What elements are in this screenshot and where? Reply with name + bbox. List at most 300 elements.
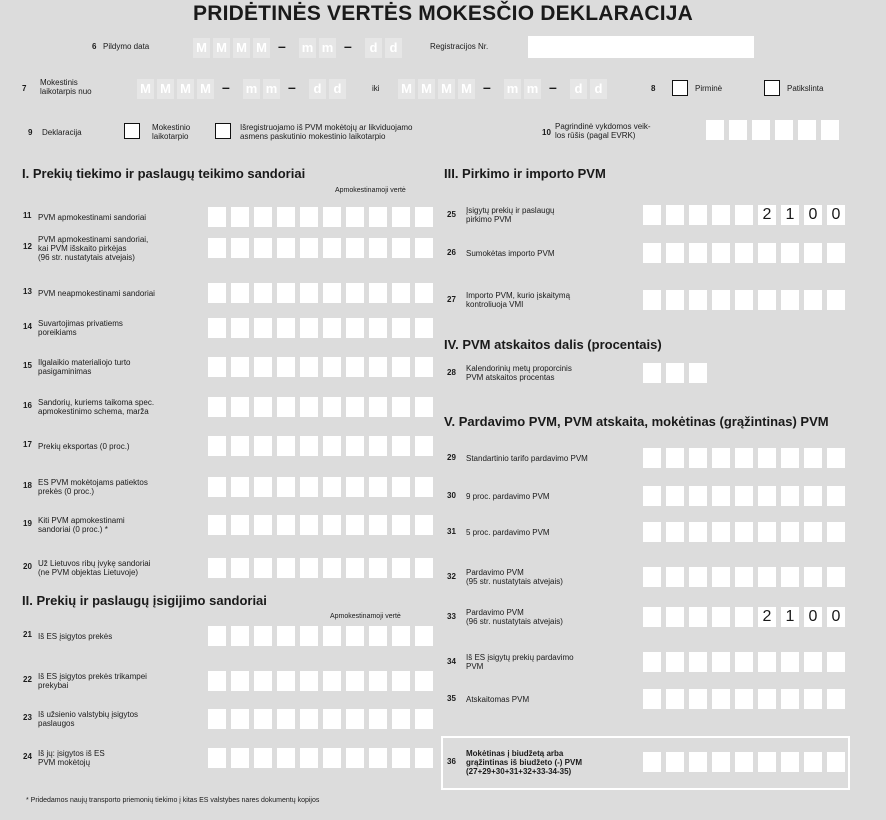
field-15-label: Ilgalaikio materialiojo turto pasigaminimas	[38, 358, 131, 376]
field-35-digit-box[interactable]	[689, 689, 707, 709]
field-13-digit-box[interactable]	[323, 283, 341, 303]
field-11-digit-box[interactable]	[415, 207, 433, 227]
field-35-digit-box[interactable]	[735, 689, 753, 709]
fill-date-box-4[interactable]: m	[299, 38, 316, 58]
field-27-digit-box[interactable]	[804, 290, 822, 310]
field-22-digit-box[interactable]	[415, 671, 433, 691]
field-18-digit-box[interactable]	[369, 477, 387, 497]
field-23-digit-box[interactable]	[392, 709, 410, 729]
field-36-digit-box[interactable]	[643, 752, 661, 772]
field-26-digit-box[interactable]	[712, 243, 730, 263]
field-33-digit-box[interactable]: 0	[827, 607, 845, 627]
field-15-digit-box[interactable]	[346, 357, 364, 377]
field-24-digit-box[interactable]	[392, 748, 410, 768]
field-29-digit-box[interactable]	[781, 448, 799, 468]
field-32-digit-box[interactable]	[781, 567, 799, 587]
field-15-digit-box[interactable]	[300, 357, 318, 377]
field-20-digit-box[interactable]	[208, 558, 226, 578]
field-30-digit-box[interactable]	[689, 486, 707, 506]
field-19-digit-box[interactable]	[254, 515, 272, 535]
field-11-digit-box[interactable]	[254, 207, 272, 227]
field-15-digit-box[interactable]	[369, 357, 387, 377]
field-33-digit-box[interactable]: 0	[804, 607, 822, 627]
field-34-digit-box[interactable]	[758, 652, 776, 672]
field-18-digit-box[interactable]	[277, 477, 295, 497]
field-14-digit-box[interactable]	[277, 318, 295, 338]
field-16-digit-box[interactable]	[231, 397, 249, 417]
period-from-dash: –	[288, 79, 296, 95]
field-25-digit-box[interactable]	[689, 205, 707, 225]
declaration-label: Deklaracija	[42, 128, 82, 137]
field-36-digit-box[interactable]	[758, 752, 776, 772]
field-21-digit-box[interactable]	[323, 626, 341, 646]
field-15-digit-box[interactable]	[254, 357, 272, 377]
field-30-digit-box[interactable]	[781, 486, 799, 506]
field-22-digit-box[interactable]	[323, 671, 341, 691]
field-23-digit-box[interactable]	[300, 709, 318, 729]
field-33-digit-box[interactable]	[712, 607, 730, 627]
field-25-digit-box[interactable]: 0	[804, 205, 822, 225]
field-12-digit-box[interactable]	[369, 238, 387, 258]
field-19-digit-box[interactable]	[208, 515, 226, 535]
field-31-digit-box[interactable]	[804, 522, 822, 542]
field-12-digit-box[interactable]	[346, 238, 364, 258]
field-34-digit-box[interactable]	[781, 652, 799, 672]
field-11-digit-box[interactable]	[231, 207, 249, 227]
field-36-digit-box[interactable]	[804, 752, 822, 772]
field-36-digit-box[interactable]	[735, 752, 753, 772]
period-to-box-4[interactable]: m	[504, 79, 521, 99]
field-30-digit-box[interactable]	[666, 486, 684, 506]
field-16-digit-box[interactable]	[277, 397, 295, 417]
field-17-digit-box[interactable]	[254, 436, 272, 456]
field-13-digit-box[interactable]	[277, 283, 295, 303]
field-31-digit-box[interactable]	[735, 522, 753, 542]
field-16-digit-box[interactable]	[323, 397, 341, 417]
field-24-digit-box[interactable]	[346, 748, 364, 768]
field-32-digit-box[interactable]	[827, 567, 845, 587]
activity-code-box[interactable]	[706, 120, 724, 140]
period-to-label: iki	[372, 84, 380, 93]
field-13-digit-box[interactable]	[369, 283, 387, 303]
field-27-digit-box[interactable]	[758, 290, 776, 310]
field-25-digit-box[interactable]	[712, 205, 730, 225]
field-24-digit-box[interactable]	[369, 748, 387, 768]
field-23-digit-box[interactable]	[369, 709, 387, 729]
field-15-digit-box[interactable]	[208, 357, 226, 377]
field-32-digit-box[interactable]	[689, 567, 707, 587]
tax-period-checkbox[interactable]	[124, 123, 140, 139]
field-22-digit-box[interactable]	[300, 671, 318, 691]
footnote: * Pridedamos naujų transporto priemonių tiekimo į kitas ES valstybes nares dokumentų kopijos	[26, 797, 320, 804]
field-32-digit-box[interactable]	[712, 567, 730, 587]
field-31-digit-box[interactable]	[781, 522, 799, 542]
field-31-digit-box[interactable]	[689, 522, 707, 542]
field-33-digit-box[interactable]: 2	[758, 607, 776, 627]
field-19-digit-box[interactable]	[323, 515, 341, 535]
fill-date-box-7[interactable]: d	[385, 38, 402, 58]
field-33-digit-box[interactable]	[666, 607, 684, 627]
field-17-digit-box[interactable]	[277, 436, 295, 456]
field-12-digit-box[interactable]	[415, 238, 433, 258]
field-14-digit-box[interactable]	[346, 318, 364, 338]
field-21-digit-box[interactable]	[277, 626, 295, 646]
field-21-digit-box[interactable]	[415, 626, 433, 646]
period-from-box-5[interactable]: m	[263, 79, 280, 99]
field-19-digit-box[interactable]	[231, 515, 249, 535]
field-12-digit-box[interactable]	[231, 238, 249, 258]
field-27-digit-box[interactable]	[689, 290, 707, 310]
field-28-digit-box[interactable]	[643, 363, 661, 383]
field-11-digit-box[interactable]	[346, 207, 364, 227]
activity-code-box[interactable]	[775, 120, 793, 140]
activity-code-box[interactable]	[752, 120, 770, 140]
field-18-digit-box[interactable]	[231, 477, 249, 497]
field-33-digit-box[interactable]: 1	[781, 607, 799, 627]
field-31-digit-box[interactable]	[666, 522, 684, 542]
field-26-digit-box[interactable]	[643, 243, 661, 263]
field-21-digit-box[interactable]	[254, 626, 272, 646]
field-36-digit-box[interactable]	[666, 752, 684, 772]
field-22-digit-box[interactable]	[392, 671, 410, 691]
field-17-digit-box[interactable]	[369, 436, 387, 456]
field-26-digit-box[interactable]	[827, 243, 845, 263]
field-22-digit-box[interactable]	[277, 671, 295, 691]
field-29-digit-box[interactable]	[689, 448, 707, 468]
field-11-digit-box[interactable]	[300, 207, 318, 227]
field-34-digit-box[interactable]	[666, 652, 684, 672]
field-11-label: PVM apmokestinami sandoriai	[38, 212, 147, 222]
field-17-digit-box[interactable]	[208, 436, 226, 456]
field-22-digit-box[interactable]	[208, 671, 226, 691]
field-num-29: 29	[447, 453, 456, 462]
field-23-digit-box[interactable]	[277, 709, 295, 729]
field-num-18: 18	[23, 481, 32, 490]
field-13-digit-box[interactable]	[208, 283, 226, 303]
field-27-digit-box[interactable]	[781, 290, 799, 310]
field-29-digit-box[interactable]	[804, 448, 822, 468]
field-22-digit-box[interactable]	[254, 671, 272, 691]
field-35-digit-box[interactable]	[804, 689, 822, 709]
field-29-digit-box[interactable]	[758, 448, 776, 468]
period-from-box-2[interactable]: M	[177, 79, 194, 99]
period-to-box-3[interactable]: M	[458, 79, 475, 99]
field-34-digit-box[interactable]	[827, 652, 845, 672]
field-20-digit-box[interactable]	[369, 558, 387, 578]
field-23-digit-box[interactable]	[323, 709, 341, 729]
period-from-box-0[interactable]: M	[137, 79, 154, 99]
field-13-label: PVM neapmokestinami sandoriai	[38, 288, 155, 298]
field-30-digit-box[interactable]	[804, 486, 822, 506]
field-14-digit-box[interactable]	[415, 318, 433, 338]
field-19-digit-box[interactable]	[300, 515, 318, 535]
fill-date-box-2[interactable]: M	[233, 38, 250, 58]
field-32-digit-box[interactable]	[758, 567, 776, 587]
field-35-digit-box[interactable]	[712, 689, 730, 709]
corrected-checkbox[interactable]	[764, 80, 780, 96]
registration-label: Registracijos Nr.	[430, 42, 489, 51]
field-36-digit-box[interactable]	[689, 752, 707, 772]
field-25-digit-box[interactable]	[666, 205, 684, 225]
period-to-box-7[interactable]: d	[590, 79, 607, 99]
field-22-digit-box[interactable]	[369, 671, 387, 691]
field-num-11: 11	[23, 211, 32, 220]
field-29-digit-box[interactable]	[827, 448, 845, 468]
field-29-digit-box[interactable]	[735, 448, 753, 468]
period-to-box-5[interactable]: m	[524, 79, 541, 99]
field-32-digit-box[interactable]	[643, 567, 661, 587]
field-21-digit-box[interactable]	[392, 626, 410, 646]
field-14-digit-box[interactable]	[392, 318, 410, 338]
field-num-34: 34	[447, 657, 456, 666]
field-15-digit-box[interactable]	[323, 357, 341, 377]
field-32-digit-box[interactable]	[735, 567, 753, 587]
primary-checkbox[interactable]	[672, 80, 688, 96]
field-21-digit-box[interactable]	[346, 626, 364, 646]
field-33-digit-box[interactable]	[735, 607, 753, 627]
field-26-digit-box[interactable]	[735, 243, 753, 263]
period-from-label: Mokestinis laikotarpis nuo	[40, 78, 92, 96]
field-11-digit-box[interactable]	[369, 207, 387, 227]
field-25-digit-box[interactable]: 0	[827, 205, 845, 225]
field-25-digit-box[interactable]: 2	[758, 205, 776, 225]
field-16-digit-box[interactable]	[300, 397, 318, 417]
field-24-digit-box[interactable]	[415, 748, 433, 768]
field-14-digit-box[interactable]	[231, 318, 249, 338]
field-17-digit-box[interactable]	[231, 436, 249, 456]
field-23-digit-box[interactable]	[231, 709, 249, 729]
field-20-digit-box[interactable]	[277, 558, 295, 578]
field-11-digit-box[interactable]	[323, 207, 341, 227]
field-11-digit-box[interactable]	[208, 207, 226, 227]
fill-date-box-1[interactable]: M	[213, 38, 230, 58]
field-12-digit-box[interactable]	[300, 238, 318, 258]
field-17-digit-box[interactable]	[346, 436, 364, 456]
field-24-digit-box[interactable]	[254, 748, 272, 768]
field-25-digit-box[interactable]	[643, 205, 661, 225]
field-12-digit-box[interactable]	[254, 238, 272, 258]
field-19-digit-box[interactable]	[369, 515, 387, 535]
field-23-digit-box[interactable]	[208, 709, 226, 729]
field-16-digit-box[interactable]	[415, 397, 433, 417]
field-26-digit-box[interactable]	[666, 243, 684, 263]
field-24-digit-box[interactable]	[323, 748, 341, 768]
field-35-digit-box[interactable]	[758, 689, 776, 709]
field-11-digit-box[interactable]	[392, 207, 410, 227]
field-35-digit-box[interactable]	[781, 689, 799, 709]
field-18-digit-box[interactable]	[392, 477, 410, 497]
field-16-digit-box[interactable]	[346, 397, 364, 417]
field-34-digit-box[interactable]	[804, 652, 822, 672]
field-18-digit-box[interactable]	[254, 477, 272, 497]
field-num-23: 23	[23, 713, 32, 722]
field-33-digit-box[interactable]	[689, 607, 707, 627]
activity-code-box[interactable]	[729, 120, 747, 140]
field-34-digit-box[interactable]	[712, 652, 730, 672]
field-27-digit-box[interactable]	[827, 290, 845, 310]
page-title: PRIDĖTINĖS VERTĖS MOKESČIO DEKLARACIJA	[193, 2, 693, 25]
field-13-digit-box[interactable]	[346, 283, 364, 303]
field-16-digit-box[interactable]	[392, 397, 410, 417]
field-17-digit-box[interactable]	[323, 436, 341, 456]
field-17-digit-box[interactable]	[415, 436, 433, 456]
field-21-digit-box[interactable]	[300, 626, 318, 646]
field-34-digit-box[interactable]	[643, 652, 661, 672]
fill-date-box-5[interactable]: m	[319, 38, 336, 58]
field-20-digit-box[interactable]	[346, 558, 364, 578]
field-16-digit-box[interactable]	[208, 397, 226, 417]
field-20-digit-box[interactable]	[323, 558, 341, 578]
field-23-digit-box[interactable]	[346, 709, 364, 729]
field-27-digit-box[interactable]	[643, 290, 661, 310]
period-from-box-4[interactable]: m	[243, 79, 260, 99]
field-19-digit-box[interactable]	[392, 515, 410, 535]
field-18-digit-box[interactable]	[346, 477, 364, 497]
field-20-digit-box[interactable]	[392, 558, 410, 578]
field-14-digit-box[interactable]	[208, 318, 226, 338]
field-13-digit-box[interactable]	[415, 283, 433, 303]
activity-code-box[interactable]	[821, 120, 839, 140]
field-35-digit-box[interactable]	[666, 689, 684, 709]
field-13-digit-box[interactable]	[231, 283, 249, 303]
field-26-digit-box[interactable]	[804, 243, 822, 263]
field-28-digit-box[interactable]	[689, 363, 707, 383]
field-13-digit-box[interactable]	[300, 283, 318, 303]
field-25-digit-box[interactable]: 1	[781, 205, 799, 225]
field-num-27: 27	[447, 295, 456, 304]
activity-code-box[interactable]	[798, 120, 816, 140]
field-29-digit-box[interactable]	[712, 448, 730, 468]
field-14-digit-box[interactable]	[254, 318, 272, 338]
field-23-digit-box[interactable]	[254, 709, 272, 729]
field-14-digit-box[interactable]	[323, 318, 341, 338]
field-15-digit-box[interactable]	[231, 357, 249, 377]
period-from-box-6[interactable]: d	[309, 79, 326, 99]
field-23-digit-box[interactable]	[415, 709, 433, 729]
field-19-label: Kiti PVM apmokestinami sandoriai (0 proc.) *	[38, 516, 125, 534]
field-35-digit-box[interactable]	[827, 689, 845, 709]
field-22-digit-box[interactable]	[231, 671, 249, 691]
field-27-digit-box[interactable]	[735, 290, 753, 310]
period-from-box-7[interactable]: d	[329, 79, 346, 99]
field-24-digit-box[interactable]	[277, 748, 295, 768]
field-num-24: 24	[23, 752, 32, 761]
field-20-digit-box[interactable]	[231, 558, 249, 578]
field-32-digit-box[interactable]	[804, 567, 822, 587]
field-34-digit-box[interactable]	[689, 652, 707, 672]
field-14-digit-box[interactable]	[369, 318, 387, 338]
field-18-digit-box[interactable]	[208, 477, 226, 497]
field-16-digit-box[interactable]	[254, 397, 272, 417]
registration-input[interactable]	[528, 36, 754, 58]
field-24-digit-box[interactable]	[231, 748, 249, 768]
field-29-digit-box[interactable]	[643, 448, 661, 468]
period-from-box-3[interactable]: M	[197, 79, 214, 99]
field-34-digit-box[interactable]	[735, 652, 753, 672]
fill-date-box-3[interactable]: M	[253, 38, 270, 58]
period-to-box-6[interactable]: d	[570, 79, 587, 99]
field-31-digit-box[interactable]	[712, 522, 730, 542]
deregistered-checkbox[interactable]	[215, 123, 231, 139]
field-18-digit-box[interactable]	[300, 477, 318, 497]
field-17-digit-box[interactable]	[300, 436, 318, 456]
field-12-digit-box[interactable]	[323, 238, 341, 258]
field-21-digit-box[interactable]	[369, 626, 387, 646]
field-31-digit-box[interactable]	[827, 522, 845, 542]
field-20-digit-box[interactable]	[300, 558, 318, 578]
field-26-digit-box[interactable]	[689, 243, 707, 263]
field-33-digit-box[interactable]	[643, 607, 661, 627]
field-28-digit-box[interactable]	[666, 363, 684, 383]
field-15-digit-box[interactable]	[392, 357, 410, 377]
field-27-digit-box[interactable]	[666, 290, 684, 310]
field-13-digit-box[interactable]	[392, 283, 410, 303]
period-to-box-2[interactable]: M	[438, 79, 455, 99]
field-20-digit-box[interactable]	[415, 558, 433, 578]
field-32-digit-box[interactable]	[666, 567, 684, 587]
field-12-digit-box[interactable]	[208, 238, 226, 258]
field-16-digit-box[interactable]	[369, 397, 387, 417]
field-30-digit-box[interactable]	[643, 486, 661, 506]
field-26-digit-box[interactable]	[781, 243, 799, 263]
period-to-box-0[interactable]: M	[398, 79, 415, 99]
field-31-digit-box[interactable]	[758, 522, 776, 542]
field-18-label: ES PVM mokėtojams patiektos prekės (0 proc.)	[38, 478, 148, 496]
field-24-digit-box[interactable]	[300, 748, 318, 768]
field-19-digit-box[interactable]	[415, 515, 433, 535]
field-35-digit-box[interactable]	[643, 689, 661, 709]
field-30-digit-box[interactable]	[827, 486, 845, 506]
field-18-digit-box[interactable]	[415, 477, 433, 497]
field-13-digit-box[interactable]	[254, 283, 272, 303]
field-27-digit-box[interactable]	[712, 290, 730, 310]
field-11-digit-box[interactable]	[277, 207, 295, 227]
fill-date-box-6[interactable]: d	[365, 38, 382, 58]
field-30-digit-box[interactable]	[735, 486, 753, 506]
fill-date-box-0[interactable]: M	[193, 38, 210, 58]
field-15-digit-box[interactable]	[415, 357, 433, 377]
field-12-digit-box[interactable]	[392, 238, 410, 258]
field-14-digit-box[interactable]	[300, 318, 318, 338]
field-21-digit-box[interactable]	[231, 626, 249, 646]
period-from-box-1[interactable]: M	[157, 79, 174, 99]
field-30-digit-box[interactable]	[758, 486, 776, 506]
period-to-box-1[interactable]: M	[418, 79, 435, 99]
field-36-digit-box[interactable]	[781, 752, 799, 772]
field-31-digit-box[interactable]	[643, 522, 661, 542]
field-29-digit-box[interactable]	[666, 448, 684, 468]
field-24-digit-box[interactable]	[208, 748, 226, 768]
field-36-digit-box[interactable]	[827, 752, 845, 772]
field-20-digit-box[interactable]	[254, 558, 272, 578]
field-36-digit-box[interactable]	[712, 752, 730, 772]
field-num-32: 32	[447, 572, 456, 581]
field-30-digit-box[interactable]	[712, 486, 730, 506]
field-25-label: Įsigytų prekių ir paslaugų pirkimo PVM	[466, 206, 555, 224]
field-19-digit-box[interactable]	[277, 515, 295, 535]
field-19-digit-box[interactable]	[346, 515, 364, 535]
field-22-digit-box[interactable]	[346, 671, 364, 691]
field-14-label: Suvartojimas privatiems poreikiams	[38, 319, 123, 337]
field-18-digit-box[interactable]	[323, 477, 341, 497]
field-15-digit-box[interactable]	[277, 357, 295, 377]
field-num-17: 17	[23, 440, 32, 449]
field-21-digit-box[interactable]	[208, 626, 226, 646]
field-17-digit-box[interactable]	[392, 436, 410, 456]
field-12-digit-box[interactable]	[277, 238, 295, 258]
field-26-digit-box[interactable]	[758, 243, 776, 263]
field-25-digit-box[interactable]	[735, 205, 753, 225]
